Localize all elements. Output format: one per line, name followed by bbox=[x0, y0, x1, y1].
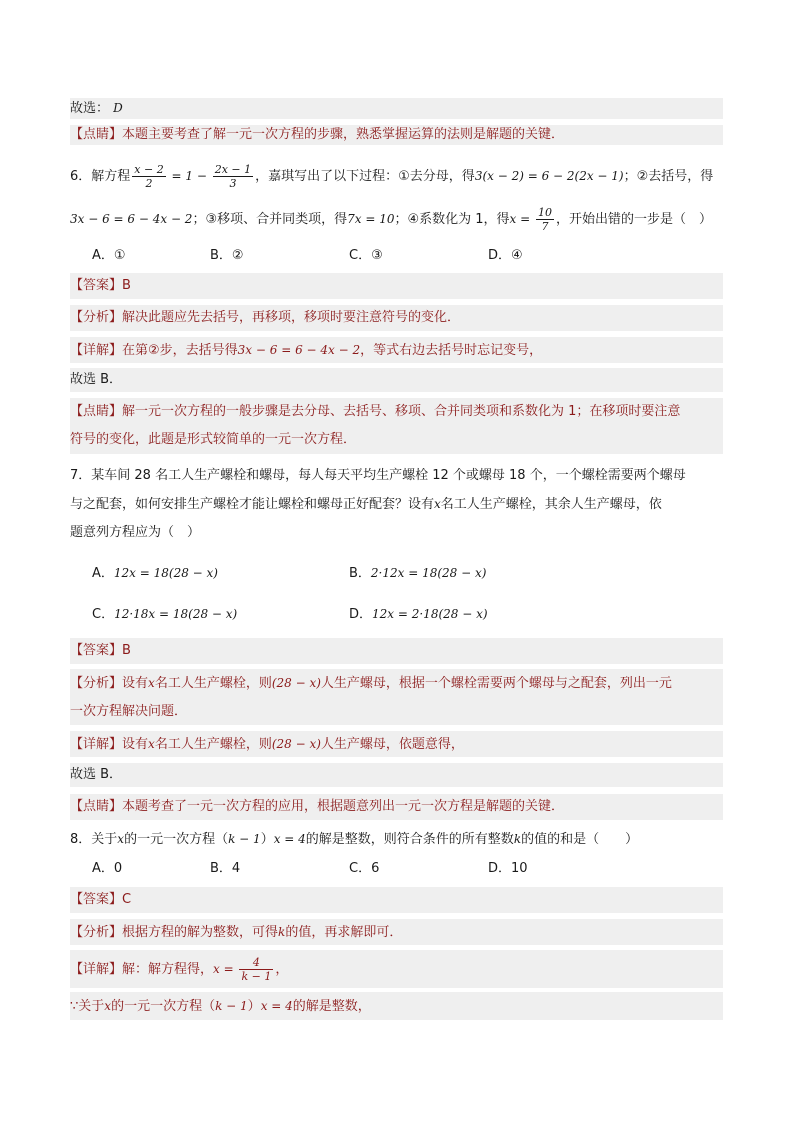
q6-answer bbox=[70, 273, 723, 299]
answer-value: B bbox=[122, 643, 131, 658]
fraction-numerator: 2x − 1 bbox=[214, 163, 252, 176]
q8-option-d: D．10 bbox=[488, 861, 528, 876]
question-number: 6． bbox=[70, 169, 92, 184]
detail-expr: (28 − x) bbox=[271, 737, 321, 751]
q8-text: 的一元一次方程（ bbox=[124, 832, 229, 847]
note-tag: 【点睛】 bbox=[70, 127, 123, 142]
q7-option-d bbox=[349, 604, 488, 625]
note-text: 符号的变化，此题是形式较简单的一元一次方程． bbox=[70, 432, 357, 447]
option-label: C． bbox=[92, 607, 115, 622]
q6-stem-line2 bbox=[70, 202, 723, 237]
detail-text: ， bbox=[275, 962, 289, 977]
k-expr: k − 1 bbox=[215, 999, 248, 1013]
option-expr: 12·18x = 18(28 − x) bbox=[114, 607, 238, 621]
detail-text: ∵关于 bbox=[70, 999, 105, 1014]
answer-value: B bbox=[122, 278, 131, 293]
detail-expr: 3x − 6 = 6 − 4x − 2 bbox=[237, 343, 361, 357]
analysis-text: 人生产螺母，根据一个螺栓需要两个螺母与之配套，列出一元 bbox=[320, 676, 672, 691]
q8-option-c: C．6 bbox=[349, 861, 380, 876]
question-number: 8． bbox=[70, 832, 92, 847]
q6-eq-mid: = 1 − bbox=[167, 169, 211, 183]
q8-answer bbox=[70, 887, 723, 913]
var-x: x bbox=[148, 676, 155, 690]
fraction-denominator: k − 1 bbox=[241, 970, 272, 983]
analysis-text: 的值，再求解即可． bbox=[285, 925, 403, 940]
q6-step2-label: ；②去括号，得 bbox=[623, 169, 714, 184]
prev-choice-line bbox=[70, 98, 723, 119]
choice-value: D bbox=[113, 101, 123, 115]
analysis-text: 设有 bbox=[122, 676, 149, 691]
option-expr: 12x = 2·18(28 − x) bbox=[372, 607, 488, 621]
q7-choice: 故选 B． bbox=[70, 763, 723, 787]
option-expr: 2·12x = 18(28 − x) bbox=[370, 566, 487, 580]
q7-analysis bbox=[70, 669, 723, 725]
note-text: 本题主要考查了解一元一次方程的步骤，熟悉掌握运算的法则是解题的关键． bbox=[122, 127, 565, 142]
q7-option-c bbox=[92, 604, 237, 625]
analysis-tag: 【分析】 bbox=[70, 925, 123, 940]
q8-text: 的解是整数，则符合条件的所有整数 bbox=[305, 832, 514, 847]
question-number: 7． bbox=[70, 468, 92, 483]
analysis-tag: 【分析】 bbox=[70, 676, 123, 691]
detail-text: 的解是整数， bbox=[292, 999, 371, 1014]
var-k: k bbox=[278, 925, 286, 939]
q8-eq: x = 4 bbox=[273, 832, 306, 846]
detail-text: ） bbox=[247, 999, 261, 1014]
q8-fraction bbox=[239, 956, 273, 983]
var-k: k bbox=[513, 832, 522, 846]
q6-step3-text: ；③移项、合并同类项，得 bbox=[192, 212, 348, 227]
q6-stem-line1 bbox=[70, 160, 723, 193]
analysis-text: 一次方程解决问题． bbox=[70, 704, 188, 719]
var-x: x bbox=[148, 737, 155, 751]
fraction-numerator: 4 bbox=[239, 956, 273, 970]
q6-step2-expr: 3x − 6 = 6 − 4x − 2 bbox=[70, 212, 193, 226]
fraction-numerator: x − 2 bbox=[134, 163, 164, 176]
answer-tag: 【答案】 bbox=[70, 278, 123, 293]
q7-detail bbox=[70, 731, 723, 757]
q8-detail bbox=[70, 950, 723, 988]
q6-process-text: ，嘉琪写出了以下过程：①去分母，得 bbox=[255, 169, 475, 184]
q8-stem bbox=[70, 828, 723, 851]
q6-step4-lhs: x = bbox=[509, 212, 534, 226]
note-tag: 【点睛】 bbox=[70, 404, 123, 419]
fraction-denominator: 3 bbox=[229, 177, 237, 190]
detail-text: 在第②步，去括号得 bbox=[122, 343, 238, 358]
fraction-denominator: 2 bbox=[145, 177, 153, 190]
q6-choice: 故选 B． bbox=[70, 368, 723, 392]
q6-intro: 解方程 bbox=[91, 169, 131, 184]
q8-eq: x = 4 bbox=[260, 999, 293, 1013]
detail-lhs: x = bbox=[213, 962, 238, 976]
detail-tag: 【详解】 bbox=[70, 343, 123, 358]
q6-fraction-2 bbox=[213, 163, 253, 190]
q8-option-a: A．0 bbox=[92, 861, 123, 876]
detail-text: 的一元一次方程（ bbox=[111, 999, 216, 1014]
note-tag: 【点睛】 bbox=[70, 799, 123, 814]
q6-option-b: B．② bbox=[210, 248, 244, 263]
q7-text: 某车间 28 名工人生产螺栓和螺母，每人每天平均生产螺栓 12 个或螺母 18 个，一个螺栓需要两个螺母 bbox=[91, 468, 686, 483]
q6-detail bbox=[70, 337, 723, 363]
q7-text: 题意列方程应为（ ） bbox=[70, 525, 201, 540]
option-label: B． bbox=[349, 566, 371, 581]
option-label: D． bbox=[349, 607, 373, 622]
analysis-text: 解决此题应先去括号，再移项，移项时要注意符号的变化． bbox=[122, 310, 461, 325]
q6-fraction-1 bbox=[132, 163, 165, 190]
q8-detail-line2 bbox=[70, 992, 723, 1020]
option-label: A． bbox=[92, 566, 114, 581]
detail-text: 名工人生产螺栓，则 bbox=[154, 737, 272, 752]
q6-option-c: C．③ bbox=[349, 248, 383, 263]
answer-tag: 【答案】 bbox=[70, 643, 123, 658]
q8-option-b: B．4 bbox=[210, 861, 241, 876]
analysis-text: 根据方程的解为整数，可得 bbox=[122, 925, 279, 940]
analysis-expr: (28 − x) bbox=[271, 676, 321, 690]
q7-text: 与之配套，如何安排生产螺栓才能让螺栓和螺母正好配套？设有 bbox=[70, 497, 435, 512]
q7-option-a bbox=[92, 563, 218, 584]
q7-answer bbox=[70, 638, 723, 664]
q7-stem bbox=[70, 462, 723, 547]
q6-step3-expr: 7x = 10 bbox=[347, 212, 395, 226]
q6-analysis bbox=[70, 305, 723, 331]
analysis-text: 名工人生产螺栓，则 bbox=[154, 676, 272, 691]
prev-note-line bbox=[70, 125, 723, 145]
var-x: x bbox=[434, 497, 441, 511]
q6-option-a: A．① bbox=[92, 248, 126, 263]
detail-tag: 【详解】 bbox=[70, 962, 123, 977]
q8-text: 关于 bbox=[91, 832, 118, 847]
option-expr: 12x = 18(28 − x) bbox=[113, 566, 218, 580]
detail-tag: 【详解】 bbox=[70, 737, 123, 752]
detail-text: 解：解方程得， bbox=[122, 962, 214, 977]
analysis-tag: 【分析】 bbox=[70, 310, 123, 325]
q8-text: 的值的和是（ ） bbox=[521, 832, 639, 847]
q6-note bbox=[70, 398, 723, 454]
q7-option-b bbox=[349, 563, 486, 584]
k-expr: k − 1 bbox=[228, 832, 261, 846]
q6-tail: ，开始出错的一步是（ ） bbox=[555, 212, 712, 227]
var-x: x bbox=[117, 832, 125, 846]
q7-note bbox=[70, 794, 723, 820]
note-text: 解一元一次方程的一般步骤是去分母、去括号、移项、合并同类项和系数化为 1；在移项时要注意 bbox=[122, 404, 681, 419]
q6-option-d: D．④ bbox=[488, 248, 523, 263]
fraction-denominator: 7 bbox=[541, 220, 549, 233]
choice-label: 故选： bbox=[70, 101, 110, 116]
q8-analysis bbox=[70, 919, 723, 945]
fraction-numerator: 10 bbox=[537, 206, 552, 219]
detail-text: 设有 bbox=[122, 737, 149, 752]
answer-value: C bbox=[122, 892, 132, 907]
note-text: 本题考查了一元一次方程的应用，根据题意列出一元一次方程是解题的关键． bbox=[122, 799, 565, 814]
q6-step4-text: ；④系数化为 1，得 bbox=[394, 212, 510, 227]
detail-text: ，等式右边去括号时忘记变号， bbox=[360, 343, 543, 358]
q8-text: ） bbox=[260, 832, 274, 847]
q6-step1-expr: 3(x − 2) = 6 − 2(2x − 1) bbox=[474, 169, 624, 183]
answer-tag: 【答案】 bbox=[70, 892, 123, 907]
var-x: x bbox=[104, 999, 112, 1013]
detail-text: 人生产螺母，依题意得， bbox=[320, 737, 464, 752]
q6-fraction-3 bbox=[536, 206, 554, 233]
q7-text: 名工人生产螺栓，其余人生产螺母，依 bbox=[440, 497, 662, 512]
